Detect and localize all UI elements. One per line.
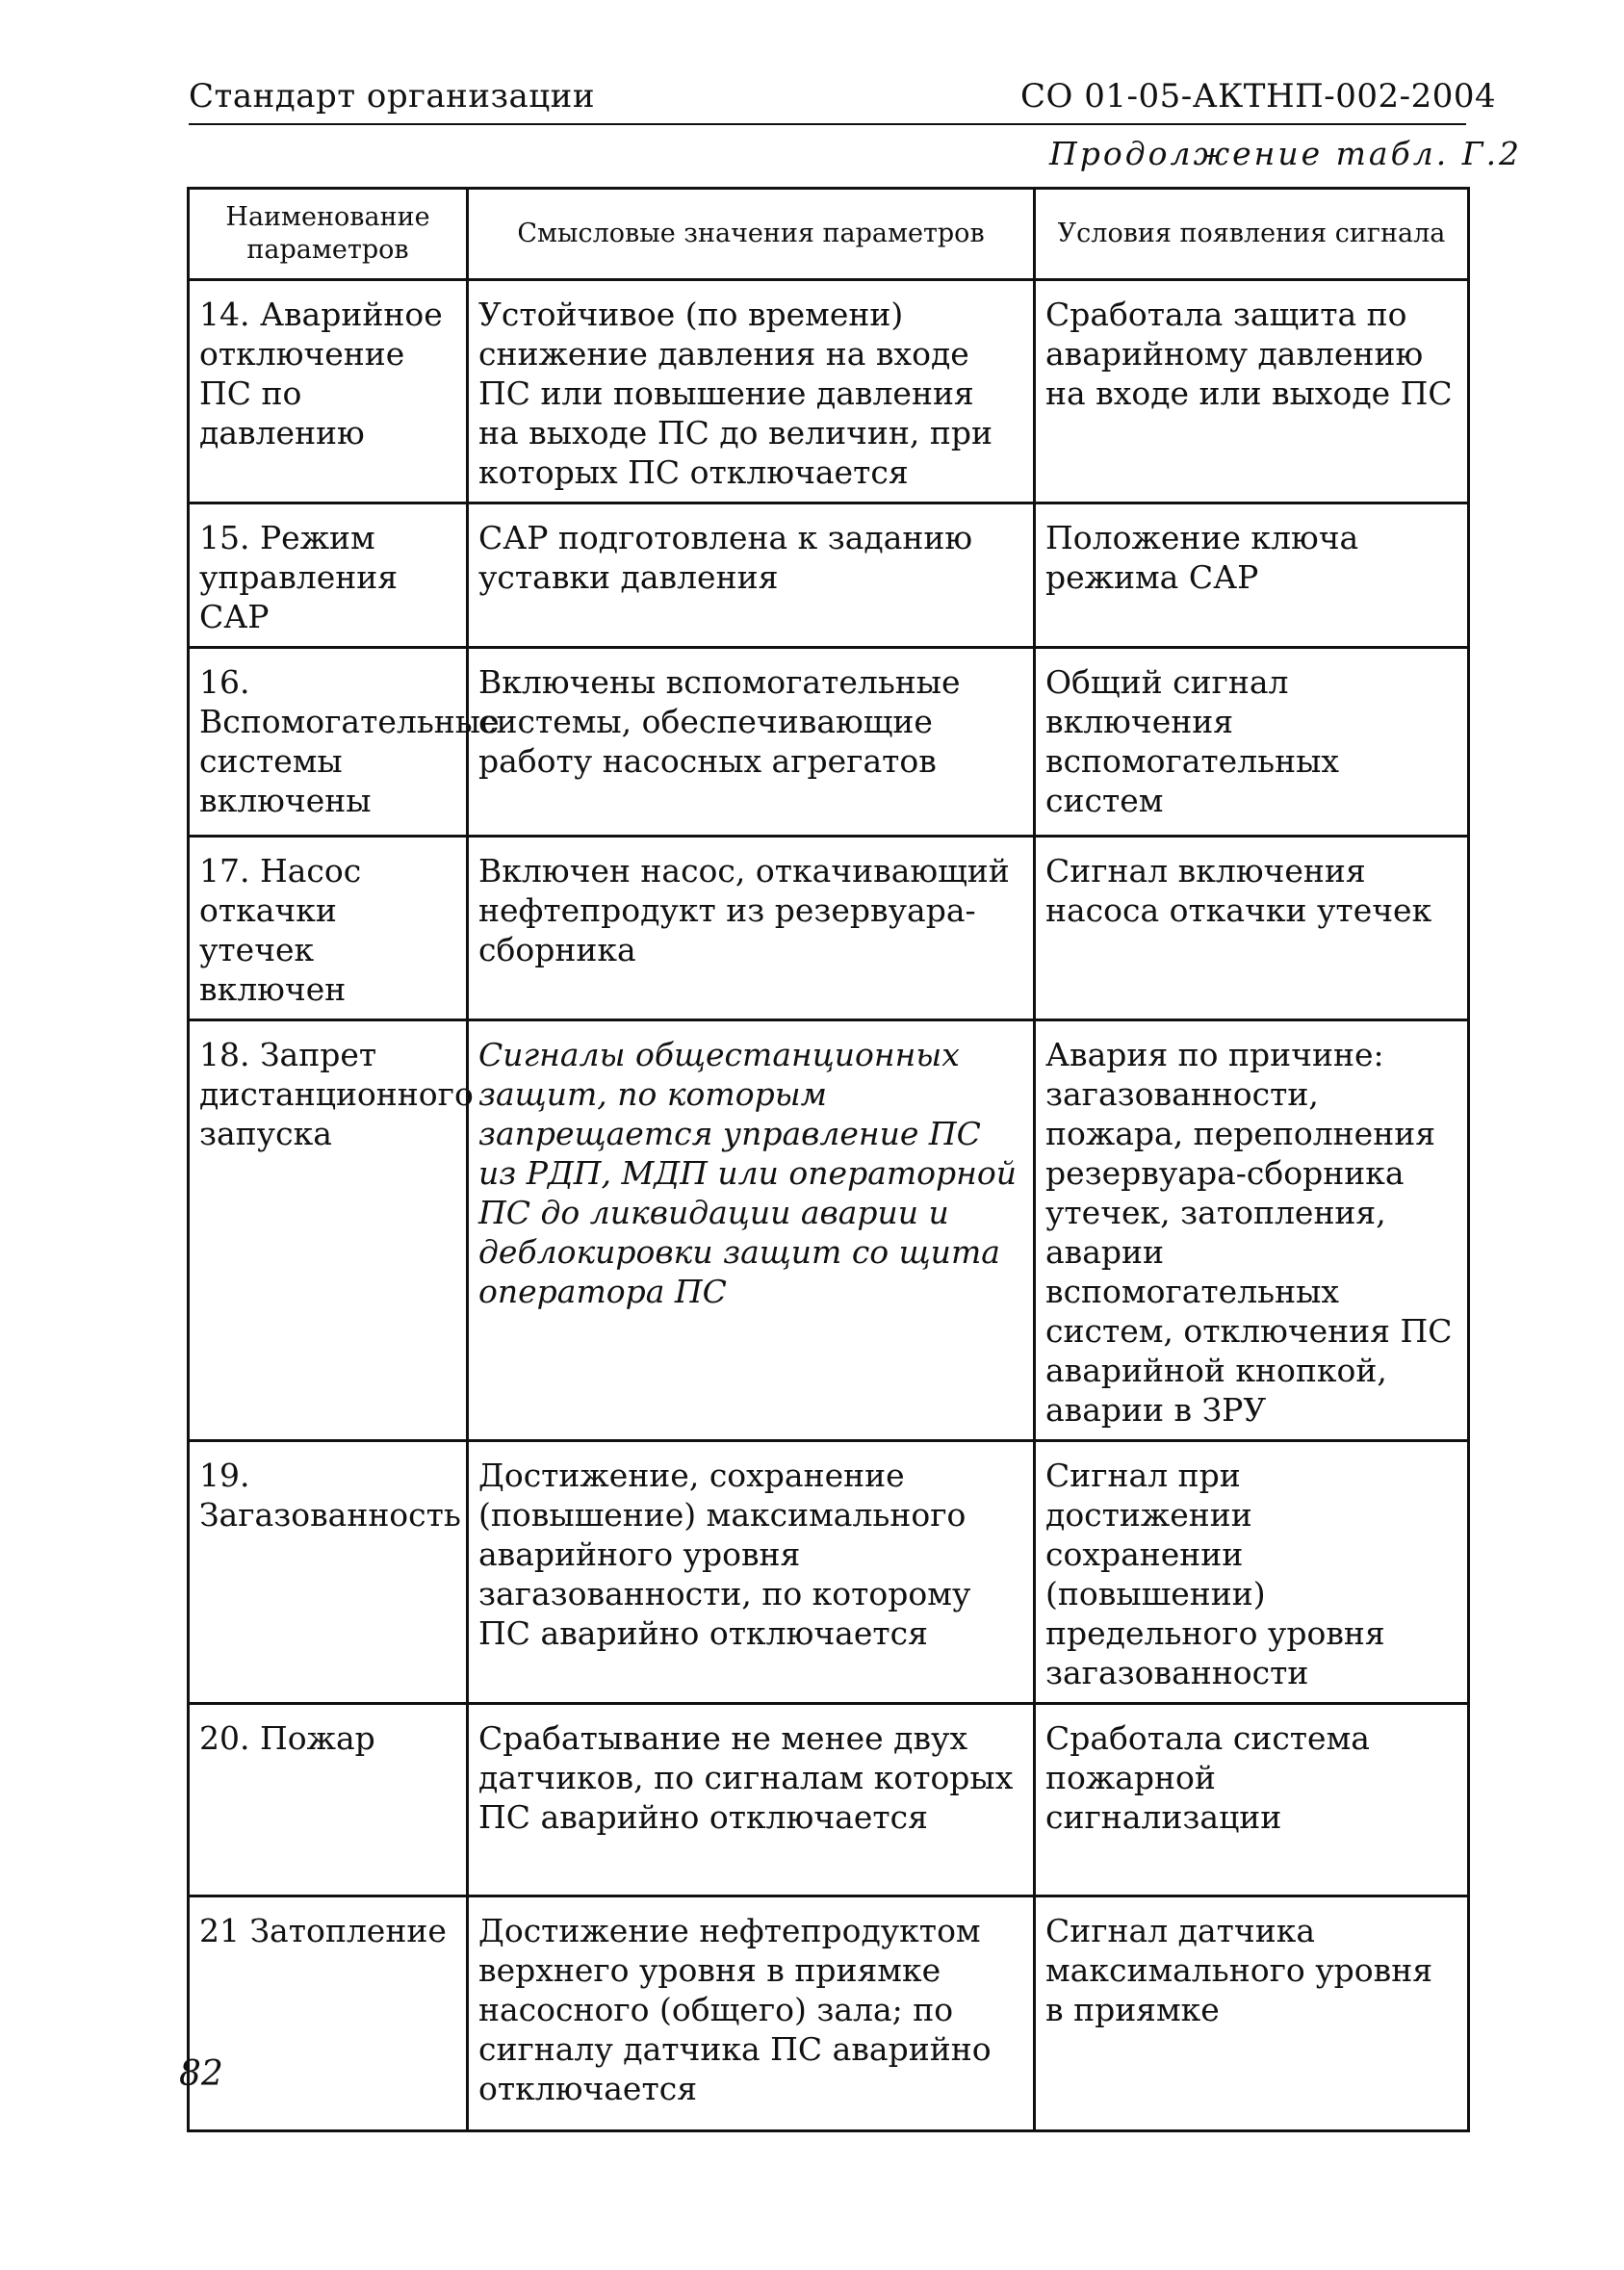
parameter-name-cell: 16. Вспомогательные системы включены (189, 648, 468, 837)
table-row (189, 648, 1469, 837)
parameter-name-cell: 19. Загазованность (189, 1441, 468, 1704)
signal-condition-cell: Положение ключа режима САР (1035, 503, 1469, 648)
parameter-meaning-cell: САР подготовлена к заданию уставки давления (468, 503, 1035, 648)
page-number: 82 (179, 2054, 223, 2094)
parameter-name-cell: 20. Пожар (189, 1704, 468, 1896)
table-row (189, 1020, 1469, 1441)
table-row (189, 1896, 1469, 2131)
header-document-code: СО 01-05-АКТНП-002-2004 (1020, 77, 1497, 116)
signals-table (187, 187, 1470, 2132)
parameter-meaning-cell: Включены вспомогательные системы, обеспечивающие работу насосных агрегатов (468, 648, 1035, 837)
signal-condition-cell: Сигнал датчика максимального уровня в приямке (1035, 1896, 1469, 2131)
parameter-meaning-cell: Срабатывание не менее двух датчиков, по сигналам которых ПС аварийно отключается (468, 1704, 1035, 1896)
parameter-meaning-cell: Включен насос, откачивающий нефтепродукт из резервуара-сборника (468, 837, 1035, 1020)
parameter-meaning-cell: Достижение нефтепродуктом верхнего уровня в приямке насосного (общего) зала; по сигналу датчика ПС аварийно отключается (468, 1896, 1035, 2131)
table-header-row (189, 189, 1469, 280)
column-header-meaning: Смысловые значения параметров (468, 189, 1035, 280)
parameter-name-cell: 15. Режим управления САР (189, 503, 468, 648)
signal-condition-cell: Общий сигнал включения вспомогательных систем (1035, 648, 1469, 837)
table-row (189, 1704, 1469, 1896)
parameter-name-cell: 14. Аварийное отключение ПС по давлению (189, 280, 468, 503)
parameter-name-cell: 18. Запрет дистанционного запуска (189, 1020, 468, 1441)
parameter-name-cell: 21 Затопление (189, 1896, 468, 2131)
signal-condition-cell: Сработала система пожарной сигнализации (1035, 1704, 1469, 1896)
parameter-meaning-cell: Устойчивое (по времени) снижение давления на входе ПС или повышение давления на выходе ПС до величин, при которых ПС отключается (468, 280, 1035, 503)
column-header-condition: Условия появления сигнала (1035, 189, 1469, 280)
header-organization-standard: Стандарт организации (189, 77, 595, 116)
signal-condition-cell: Сигнал включения насоса откачки утечек (1035, 837, 1469, 1020)
parameter-meaning-cell: Сигналы общестанционных защит, по которым запрещается управление ПС из РДП, МДП или операторной ПС до ликвидации аварии и деблокировки защит со щита оператора ПС (468, 1020, 1035, 1441)
table-row (189, 280, 1469, 503)
table-row (189, 1441, 1469, 1704)
parameter-name-cell: 17. Насос откачки утечек включен (189, 837, 468, 1020)
column-header-name: Наименование параметров (189, 189, 468, 280)
signal-condition-cell: Сигнал при достижении сохранении (повышении) предельного уровня загазованности (1035, 1441, 1469, 1704)
parameter-meaning-cell: Достижение, сохранение (повышение) максимального аварийного уровня загазованности, по которому ПС аварийно отключается (468, 1441, 1035, 1704)
table-row (189, 837, 1469, 1020)
table-continuation-label: Продолжение табл. Г.2 (1049, 135, 1523, 172)
signal-condition-cell: Сработала защита по аварийному давлению на входе или выходе ПС (1035, 280, 1469, 503)
signal-condition-cell: Авария по причине: загазованности, пожара, переполнения резервуара-сборника утечек, затопления, аварии вспомогательных систем, отключения ПС аварийной кнопкой, аварии в ЗРУ (1035, 1020, 1469, 1441)
header-rule (189, 123, 1466, 125)
table-row (189, 503, 1469, 648)
